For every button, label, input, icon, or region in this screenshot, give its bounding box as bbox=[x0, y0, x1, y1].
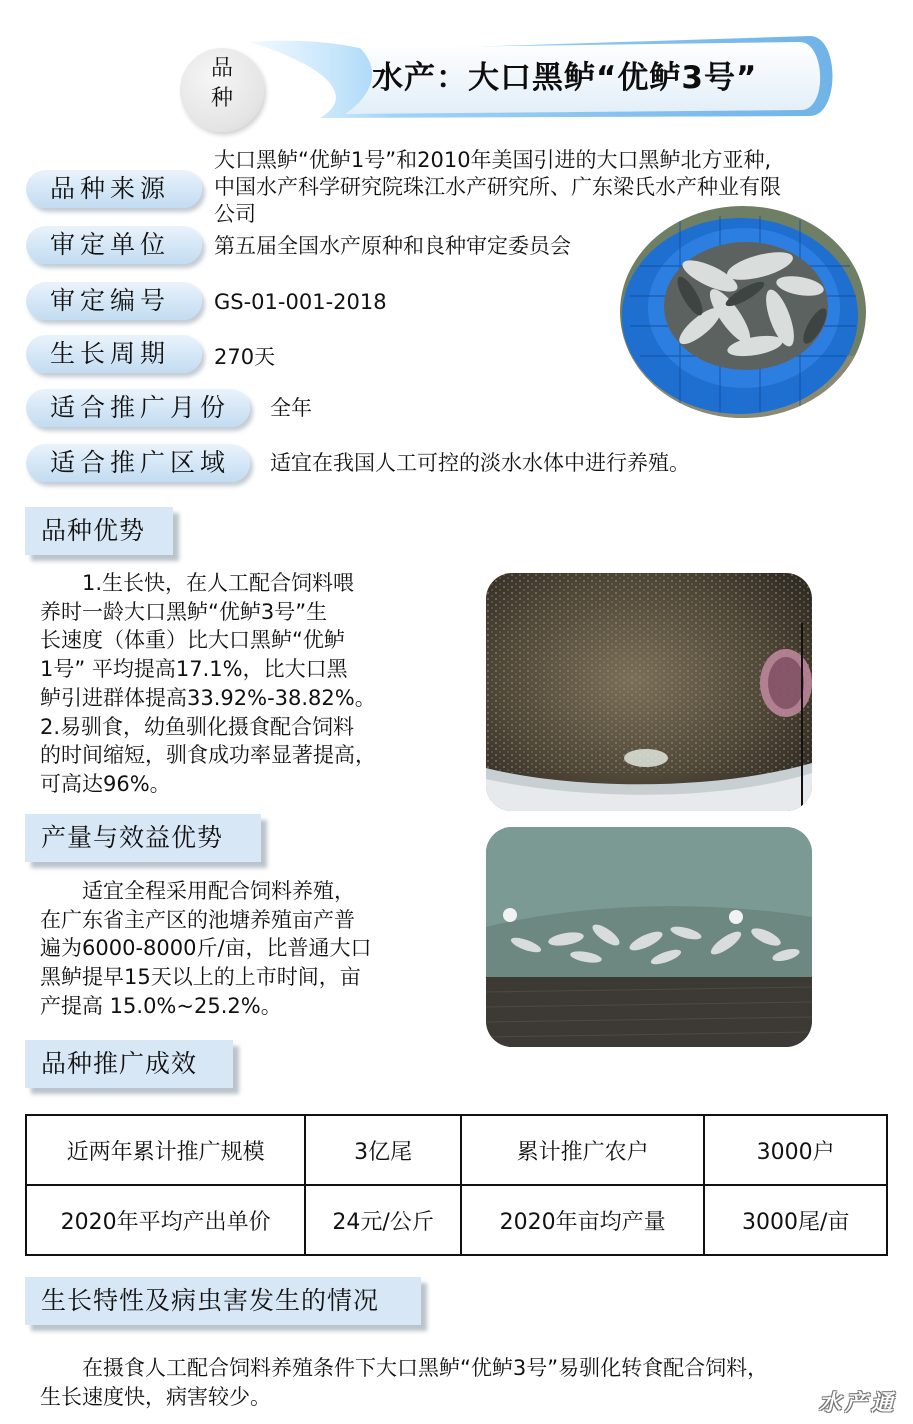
advantage-line: 养时一龄大口黑鲈“优鲈3号”生 bbox=[40, 599, 328, 624]
source-label: 品种来源 bbox=[26, 170, 202, 208]
promotion-stats-table bbox=[25, 1114, 888, 1256]
table-cell: 2020年亩均产量 bbox=[461, 1185, 704, 1255]
table-cell: 3000尾/亩 bbox=[704, 1185, 887, 1255]
page-title: 水产：大口黑鲈“优鲈3号” bbox=[372, 60, 758, 96]
advantage-line: 的时间缩短，驯食成功率显著提高， bbox=[40, 743, 376, 768]
growth-paragraph bbox=[40, 1354, 900, 1411]
table-row bbox=[26, 1115, 887, 1185]
table-cell: 累计推广农户 bbox=[461, 1115, 704, 1185]
unit-label: 审定单位 bbox=[26, 226, 202, 264]
fish-fry-tank-photo bbox=[486, 573, 812, 811]
source-line: 大口黑鲈“优鲈1号”和2010年美国引进的大口黑鲈北方亚种, bbox=[214, 148, 772, 172]
table-cell: 3000户 bbox=[704, 1115, 887, 1185]
table-cell: 2020年平均产出单价 bbox=[26, 1185, 305, 1255]
yield-line: 黑鲈提早15天以上的上市时间，亩 bbox=[40, 965, 361, 990]
table-row bbox=[26, 1185, 887, 1255]
yield-line: 适宜全程采用配合饲料养殖， bbox=[40, 879, 355, 903]
cycle-label: 生长周期 bbox=[26, 335, 202, 373]
section-heading-promotion: 品种推广成效 bbox=[25, 1040, 233, 1088]
yield-line: 产提高 15.0%~25.2%。 bbox=[40, 993, 282, 1018]
code-label: 审定编号 bbox=[26, 282, 202, 320]
month-label: 适合推广月份 bbox=[26, 389, 250, 427]
growth-line: 在摄食人工配合饲料养殖条件下大口黑鲈“优鲈3号”易驯化转食配合饲料， bbox=[40, 1356, 769, 1380]
month-value: 全年 bbox=[270, 396, 312, 420]
source-line: 中国水产科学研究院珠江水产研究所、广东梁氏水产种业有限 bbox=[214, 175, 781, 199]
category-badge-line1: 品 bbox=[210, 56, 233, 81]
advantage-line: 鲈引进群体提高33.92%-38.82%。 bbox=[40, 685, 376, 710]
fish-harvest-net-photo bbox=[486, 827, 812, 1047]
section-heading-advantage: 品种优势 bbox=[25, 507, 173, 555]
region-label: 适合推广区域 bbox=[26, 444, 250, 482]
cycle-value: 270天 bbox=[214, 345, 276, 369]
source-line: 公司 bbox=[214, 202, 256, 226]
category-badge bbox=[180, 48, 264, 132]
table-cell: 24元/公斤 bbox=[305, 1185, 461, 1255]
unit-value: 第五届全国水产原种和良种审定委员会 bbox=[214, 234, 571, 258]
yield-paragraph bbox=[40, 877, 470, 1021]
table-cell: 近两年累计推广规模 bbox=[26, 1115, 305, 1185]
section-heading-yield: 产量与效益优势 bbox=[25, 814, 261, 862]
advantage-paragraph bbox=[40, 569, 470, 799]
yield-line: 在广东省主产区的池塘养殖亩产普 bbox=[40, 907, 355, 932]
region-value: 适宜在我国人工可控的淡水水体中进行养殖。 bbox=[270, 451, 690, 475]
watermark-logo: 水产通 bbox=[818, 1391, 897, 1416]
section-heading-growth: 生长特性及病虫害发生的情况 bbox=[25, 1277, 421, 1325]
advantage-line: 可高达96%。 bbox=[40, 771, 171, 796]
advantage-line: 长速度（体重）比大口黑鲈“优鲈 bbox=[40, 628, 345, 653]
advantage-line: 1号” 平均提高17.1%，比大口黑 bbox=[40, 657, 348, 682]
yield-line: 遍为6000-8000斤/亩，比普通大口 bbox=[40, 936, 372, 961]
code-value: GS-01-001-2018 bbox=[214, 290, 387, 314]
category-badge-line2: 种 bbox=[210, 86, 233, 111]
fish-basket-photo bbox=[620, 206, 866, 418]
growth-line: 生长速度快，病害较少。 bbox=[40, 1384, 271, 1409]
advantage-line: 2.易驯食，幼鱼驯化摄食配合饲料 bbox=[40, 714, 355, 739]
advantage-line: 1.生长快，在人工配合饲料喂 bbox=[40, 571, 355, 595]
table-cell: 3亿尾 bbox=[305, 1115, 461, 1185]
